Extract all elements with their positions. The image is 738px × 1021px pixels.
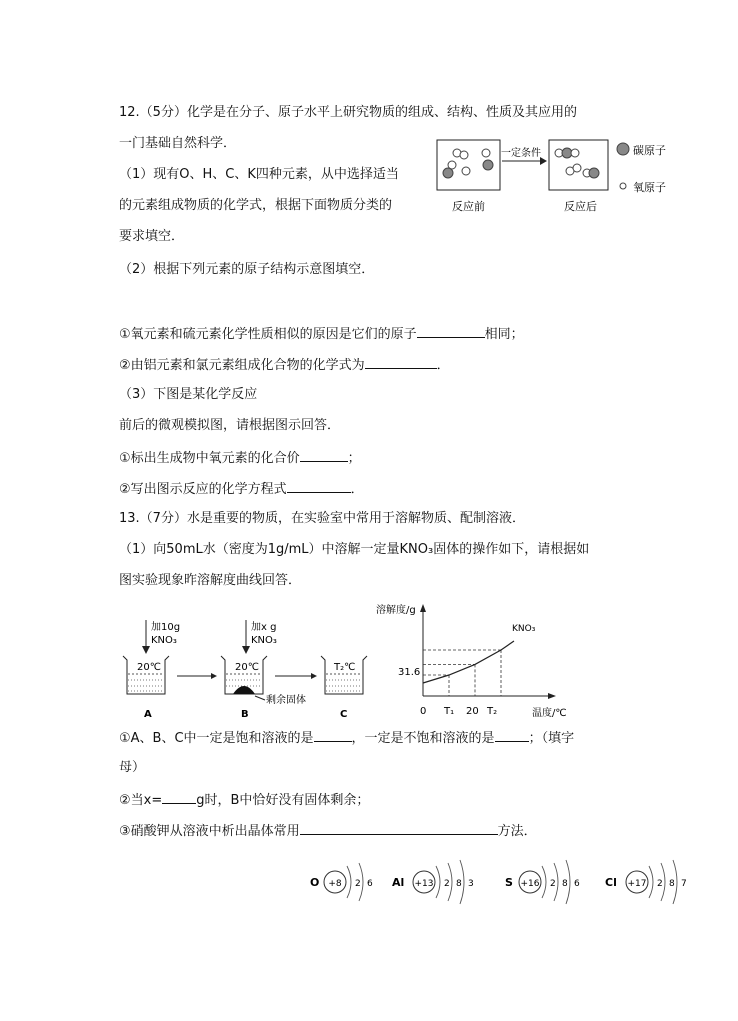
atom-symbol: S (505, 876, 513, 889)
q13-q-text: ①A、B、C中一定是饱和溶液的是 (119, 731, 314, 746)
q13-q-text: ，一定是不饱和溶液的是 (351, 731, 495, 746)
q12-line-3: （1）现有O、H、C、K四种元素，从中选择适当 (119, 167, 399, 182)
electron-count: 2 (355, 879, 361, 889)
electron-count: 8 (669, 879, 675, 889)
q12-question-valence (119, 449, 361, 467)
q12-q-text-end: ； (347, 451, 361, 466)
answer-blank[interactable] (417, 325, 485, 338)
electron-count: 2 (444, 879, 450, 889)
after-label: 反应后 (564, 200, 597, 213)
temp-c: T₂℃ (334, 662, 356, 673)
series-line-kno3 (423, 641, 514, 683)
arrow-label: 一定条件 (501, 148, 541, 159)
q13-q-text: g时，B中恰好没有固体剩余； (196, 793, 370, 808)
reaction-arrow-head (540, 157, 547, 165)
label-b: B (241, 709, 249, 720)
before-molecules (443, 149, 493, 178)
series-label-kno3: KNO₃ (512, 624, 536, 634)
nuclear-charge: +13 (414, 879, 434, 889)
after-molecules (555, 148, 599, 178)
q12-q-text-end: ． (436, 358, 450, 373)
electron-count: 6 (367, 879, 373, 889)
q12-q-text-end: ． (350, 482, 364, 497)
q13-question-x (119, 791, 369, 809)
legend-carbon: 碳原子 (633, 144, 666, 157)
x-tick-t2: T₂ (487, 706, 498, 717)
x-axis-label: 温度/℃ (532, 708, 567, 719)
electron-shell-arc (542, 866, 546, 898)
q13-q-text: ②当x= (119, 793, 163, 808)
before-label: 反应前 (452, 200, 485, 213)
answer-blank[interactable] (495, 729, 529, 742)
atom-symbol: Cl (605, 876, 617, 889)
q13-q-text: 方法． (497, 824, 537, 839)
q12-line-9: （3）下图是某化学反应 (119, 387, 258, 402)
answer-blank[interactable] (365, 356, 437, 369)
temp-b: 20℃ (235, 662, 259, 673)
q13-q-text: ；（填字 (528, 731, 575, 746)
answer-blank[interactable] (287, 480, 351, 493)
q12-question-al-cl (119, 356, 450, 374)
carbon-legend-icon (617, 143, 629, 155)
electron-count: 6 (574, 879, 580, 889)
x-tick-20: 20 (466, 706, 479, 717)
atom-s (505, 860, 580, 904)
q13-line-1: 13.（7分）水是重要的物质，在实验室中常用于溶解物质、配制溶液． (119, 511, 525, 526)
q13-line-2: （1）向50mL水（密度为1g/mL）中溶解一定量KNO₃固体的操作如下，请根据如 (119, 542, 590, 557)
residue-label: 剩余固体 (266, 695, 306, 706)
q12-q-text: ②由铝元素和氯元素组成化合物的化学式为 (119, 358, 365, 373)
q12-line-5: 要求填空． (119, 229, 185, 244)
x-tick-0: 0 (420, 706, 427, 717)
atom-cl (605, 860, 687, 904)
reaction-figure (430, 135, 670, 220)
electron-count: 7 (681, 879, 687, 889)
y-axis-label: 溶解度/g (376, 605, 416, 616)
answer-blank[interactable] (162, 791, 196, 804)
atom-symbol: O (310, 876, 320, 889)
q12-line-4: 的元素组成物质的化学式，根据下面物质分类的 (119, 198, 393, 213)
q13-line-q1d: 母） (119, 760, 146, 775)
residue-pointer (255, 696, 265, 700)
q12-line-2: 一门基础自然科学． (119, 136, 237, 151)
q13-question-saturated (119, 729, 574, 747)
temp-a: 20℃ (137, 662, 161, 673)
nuclear-charge: +17 (627, 879, 647, 889)
q13-line-3: 图实验现象昨溶解度曲线回答． (119, 573, 302, 588)
q12-q-text-end: 相同； (484, 327, 524, 342)
atom-symbol: Al (392, 876, 405, 889)
q12-q-text: ②写出图示反应的化学方程式 (119, 482, 287, 497)
electron-count: 3 (468, 879, 474, 889)
add-b-amount: 加x g (251, 622, 277, 633)
add-b-substance: KNO₃ (251, 635, 277, 646)
add-a-amount: 加10g (151, 622, 181, 633)
add-a-substance: KNO₃ (151, 635, 177, 646)
x-tick-t1: T₁ (444, 706, 455, 717)
electron-count: 8 (456, 879, 462, 889)
atom-o (310, 863, 373, 901)
q12-question-equation (119, 480, 364, 498)
arrow-b-c-head (311, 673, 317, 679)
atom-structure-diagrams (300, 845, 695, 915)
q13-q-text: ③硝酸钾从溶液中析出晶体常用 (119, 824, 300, 839)
answer-blank[interactable] (300, 822, 498, 835)
q12-question-oxygen-sulfur (119, 325, 524, 343)
add-a-arrow-head (142, 646, 150, 654)
q13-question-crystallize (119, 822, 537, 840)
x-axis-arrow (548, 693, 556, 699)
atom-al (392, 860, 474, 904)
answer-blank[interactable] (314, 729, 352, 742)
label-a: A (144, 709, 152, 720)
legend-oxygen: 氧原子 (633, 181, 666, 194)
beaker-figure (115, 612, 380, 724)
electron-count: 2 (550, 879, 556, 889)
nuclear-charge: +16 (520, 879, 540, 889)
q12-line-1: 12.（5分）化学是在分子、原子水平上研究物质的组成、结构、性质及其应用的 (119, 105, 577, 120)
electron-count: 2 (657, 879, 663, 889)
electron-count: 8 (562, 879, 568, 889)
nuclear-charge: +8 (328, 879, 342, 889)
q12-line-10: 前后的微观模拟图，请根据图示回答． (119, 418, 341, 433)
oxygen-legend-icon (620, 183, 626, 189)
electron-shell-arc (649, 866, 653, 898)
y-axis-arrow (420, 604, 426, 612)
q12-q-text: ①标出生成物中氧元素的化合价 (119, 451, 300, 466)
answer-blank[interactable] (300, 449, 348, 462)
electron-shell-arc (347, 866, 351, 898)
arrow-a-b-head (211, 673, 217, 679)
add-b-arrow-head (242, 646, 250, 654)
solubility-chart (368, 598, 580, 724)
y-tick-31-6: 31.6 (398, 667, 421, 678)
label-c: C (340, 709, 348, 720)
residue-solid (233, 686, 255, 694)
q12-line-6: （2）根据下列元素的原子结构示意图填空． (119, 262, 375, 277)
q12-q-text: ①氧元素和硫元素化学性质相似的原因是它们的原子 (119, 327, 417, 342)
electron-shell-arc (436, 866, 440, 898)
